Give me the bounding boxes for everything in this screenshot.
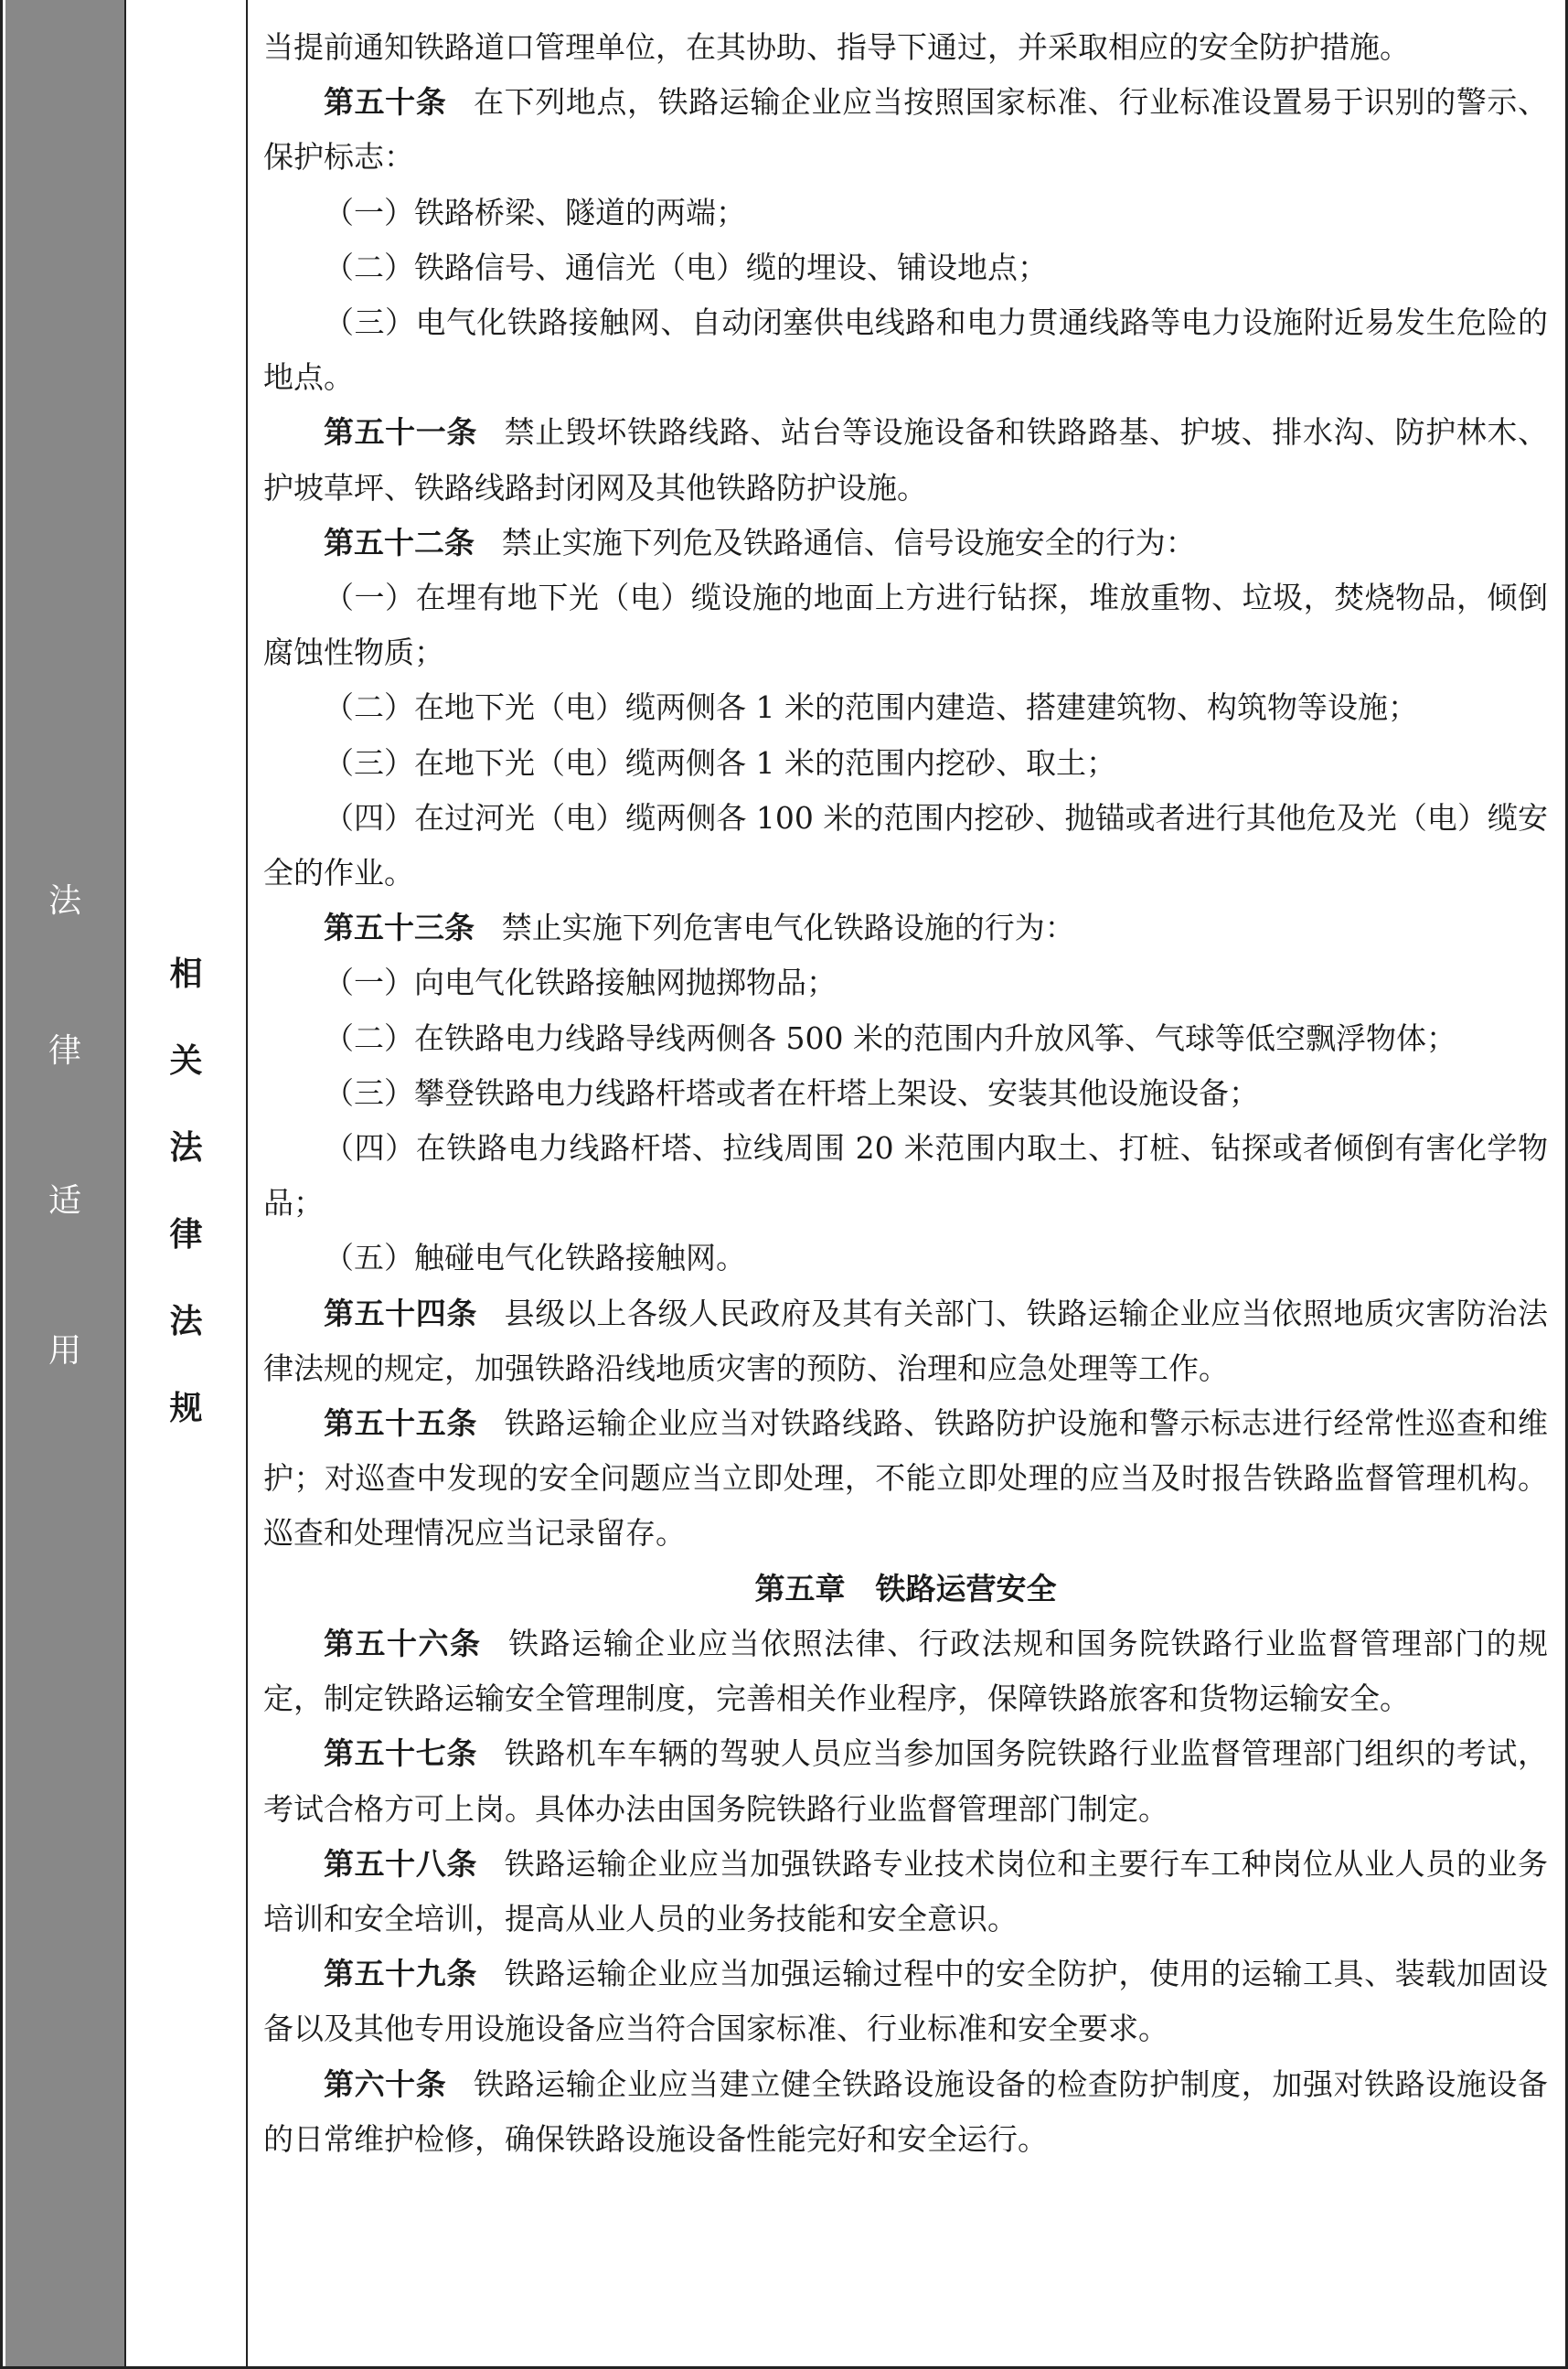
paragraph-text: （二）铁路信号、通信光（电）缆的埋设、铺设地点； — [324, 249, 1048, 285]
paragraph-text: 铁路运输企业应当建立健全铁路设施设备的检查防护制度，加强对铁路设施设备的日常维护检修，确保铁路设施设备性能完好和安全运行。 — [263, 2065, 1549, 2157]
paragraph-text: 在下列地点，铁路运输企业应当按照国家标准、行业标准设置易于识别的警示、保护标志： — [263, 84, 1549, 176]
clause-paragraph — [263, 571, 1548, 680]
middle-category-char: 关 — [169, 1042, 203, 1080]
article-paragraph — [263, 1726, 1548, 1836]
article-number: 第五十五条 — [324, 1405, 477, 1442]
paragraph-text: （一）铁路桥梁、隧道的两端； — [324, 194, 746, 230]
article-number: 第五十八条 — [324, 1845, 477, 1882]
clause-paragraph — [263, 20, 1548, 75]
paragraph-text: （三）电气化铁路接触网、自动闭塞供电线路和电力贯通线路等电力设施附近易发生危险的地点。 — [263, 304, 1548, 396]
article-number: 第六十条 — [324, 2065, 447, 2102]
article-paragraph — [263, 2057, 1548, 2167]
clause-paragraph — [263, 1066, 1548, 1121]
paragraph-text: 当提前通知铁路道口管理单位，在其协助、指导下通过，并采取相应的安全防护措施。 — [263, 29, 1410, 65]
article-number: 第五十三条 — [324, 910, 475, 946]
clause-paragraph — [263, 1011, 1548, 1066]
middle-category-char: 法 — [169, 1303, 203, 1340]
article-paragraph — [263, 516, 1548, 571]
paragraph-text: 县级以上各级人民政府及其有关部门、铁路运输企业应当依照地质灾害防治法律法规的规定，加强铁路沿线地质灾害的预防、治理和应急处理等工作。 — [263, 1295, 1549, 1386]
law-text-content — [263, 20, 1548, 2167]
article-paragraph — [263, 405, 1548, 515]
clause-paragraph — [263, 791, 1548, 901]
article-paragraph — [263, 1947, 1548, 2056]
paragraph-text: （二）在铁路电力线路导线两侧各 500 米的范围内升放风筝、气球等低空飘浮物体； — [324, 1019, 1456, 1056]
paragraph-text: （四）在过河光（电）缆两侧各 100 米的范围内挖砂、抛锚或者进行其他危及光（电）缆安全的作业。 — [263, 799, 1548, 891]
clause-paragraph — [263, 240, 1548, 295]
article-paragraph — [263, 1286, 1548, 1396]
article-paragraph — [263, 75, 1548, 185]
paragraph-text: 铁路运输企业应当依照法律、行政法规和国务院铁路行业监督管理部门的规定，制定铁路运输安全管理制度，完善相关作业程序，保障铁路旅客和货物运输安全。 — [263, 1625, 1549, 1717]
clause-paragraph — [263, 186, 1548, 240]
paragraph-text: 禁止实施下列危害电气化铁路设施的行为： — [501, 910, 1075, 946]
article-number: 第五十九条 — [324, 1956, 477, 1992]
left-category-char: 律 — [48, 1032, 81, 1070]
paragraph-text: （三）在地下光（电）缆两侧各 1 米的范围内挖砂、取土； — [324, 744, 1116, 781]
paragraph-text: （三）攀登铁路电力线路杆塔或者在杆塔上架设、安装其他设施设备； — [324, 1074, 1259, 1111]
clause-paragraph — [263, 1121, 1548, 1231]
paragraph-text: 第五章 铁路运营安全 — [754, 1570, 1057, 1606]
left-category-column — [5, 0, 126, 2366]
left-category-char: 法 — [48, 882, 81, 920]
article-number: 第五十二条 — [324, 524, 475, 560]
left-category-char: 适 — [48, 1182, 81, 1220]
paragraph-text: （二）在地下光（电）缆两侧各 1 米的范围内建造、搭建建筑物、构筑物等设施； — [324, 689, 1418, 726]
clause-paragraph — [263, 1231, 1548, 1286]
clause-paragraph — [263, 680, 1548, 735]
article-number: 第五十四条 — [324, 1295, 477, 1331]
middle-category-char: 律 — [169, 1216, 203, 1254]
article-paragraph — [263, 1617, 1548, 1726]
left-category-label — [5, 882, 124, 1485]
paragraph-text: 铁路运输企业应当加强运输过程中的安全防护，使用的运输工具、装载加固设备以及其他专用设施设备应当符合国家标准、行业标准和安全要求。 — [263, 1956, 1549, 2047]
paragraph-text: 铁路运输企业应当对铁路线路、铁路防护设施和警示标志进行经常性巡查和维护；对巡查中发现的安全问题应当立即处理，不能立即处理的应当及时报告铁路监督管理机构。巡查和处理情况应当记录留存。 — [263, 1405, 1549, 1552]
middle-category-char: 相 — [169, 955, 203, 993]
paragraph-text: 禁止实施下列危及铁路通信、信号设施安全的行为： — [501, 524, 1196, 560]
article-paragraph — [263, 1837, 1548, 1947]
clause-paragraph — [263, 736, 1548, 791]
middle-category-column — [126, 0, 248, 2366]
paragraph-text: 铁路运输企业应当加强铁路专业技术岗位和主要行车工种岗位从业人员的业务培训和安全培训，提高从业人员的业务技能和安全意识。 — [263, 1845, 1549, 1937]
article-number: 第五十一条 — [324, 414, 477, 451]
article-number: 第五十七条 — [324, 1735, 477, 1772]
middle-category-char: 法 — [169, 1129, 203, 1167]
middle-category-label — [126, 955, 246, 1479]
paragraph-text: 铁路机车车辆的驾驶人员应当参加国务院铁路行业监督管理部门组织的考试，考试合格方可上岗。具体办法由国务院铁路行业监督管理部门制定。 — [263, 1735, 1549, 1827]
clause-paragraph — [263, 295, 1548, 405]
left-category-char: 用 — [48, 1332, 81, 1370]
article-paragraph — [263, 1396, 1548, 1562]
paragraph-text: （一）在埋有地下光（电）缆设施的地面上方进行钻探，堆放重物、垃圾，焚烧物品，倾倒腐蚀性物质； — [263, 580, 1548, 671]
article-number: 第五十条 — [324, 84, 447, 121]
article-paragraph — [263, 901, 1548, 955]
article-number: 第五十六条 — [324, 1625, 482, 1661]
paragraph-text: （四）在铁路电力线路杆塔、拉线周围 20 米范围内取土、打桩、钻探或者倾倒有害化学物品； — [263, 1130, 1548, 1222]
paragraph-text: （五）触碰电气化铁路接触网。 — [324, 1240, 746, 1276]
paragraph-text: （一）向电气化铁路接触网抛掷物品； — [324, 965, 837, 1001]
chapter-heading — [263, 1562, 1548, 1617]
clause-paragraph — [263, 955, 1548, 1010]
paragraph-text: 禁止毁坏铁路线路、站台等设施设备和铁路路基、护坡、排水沟、防护林木、护坡草坪、铁路线路封闭网及其他铁路防护设施。 — [263, 414, 1549, 506]
middle-category-char: 规 — [169, 1390, 203, 1427]
